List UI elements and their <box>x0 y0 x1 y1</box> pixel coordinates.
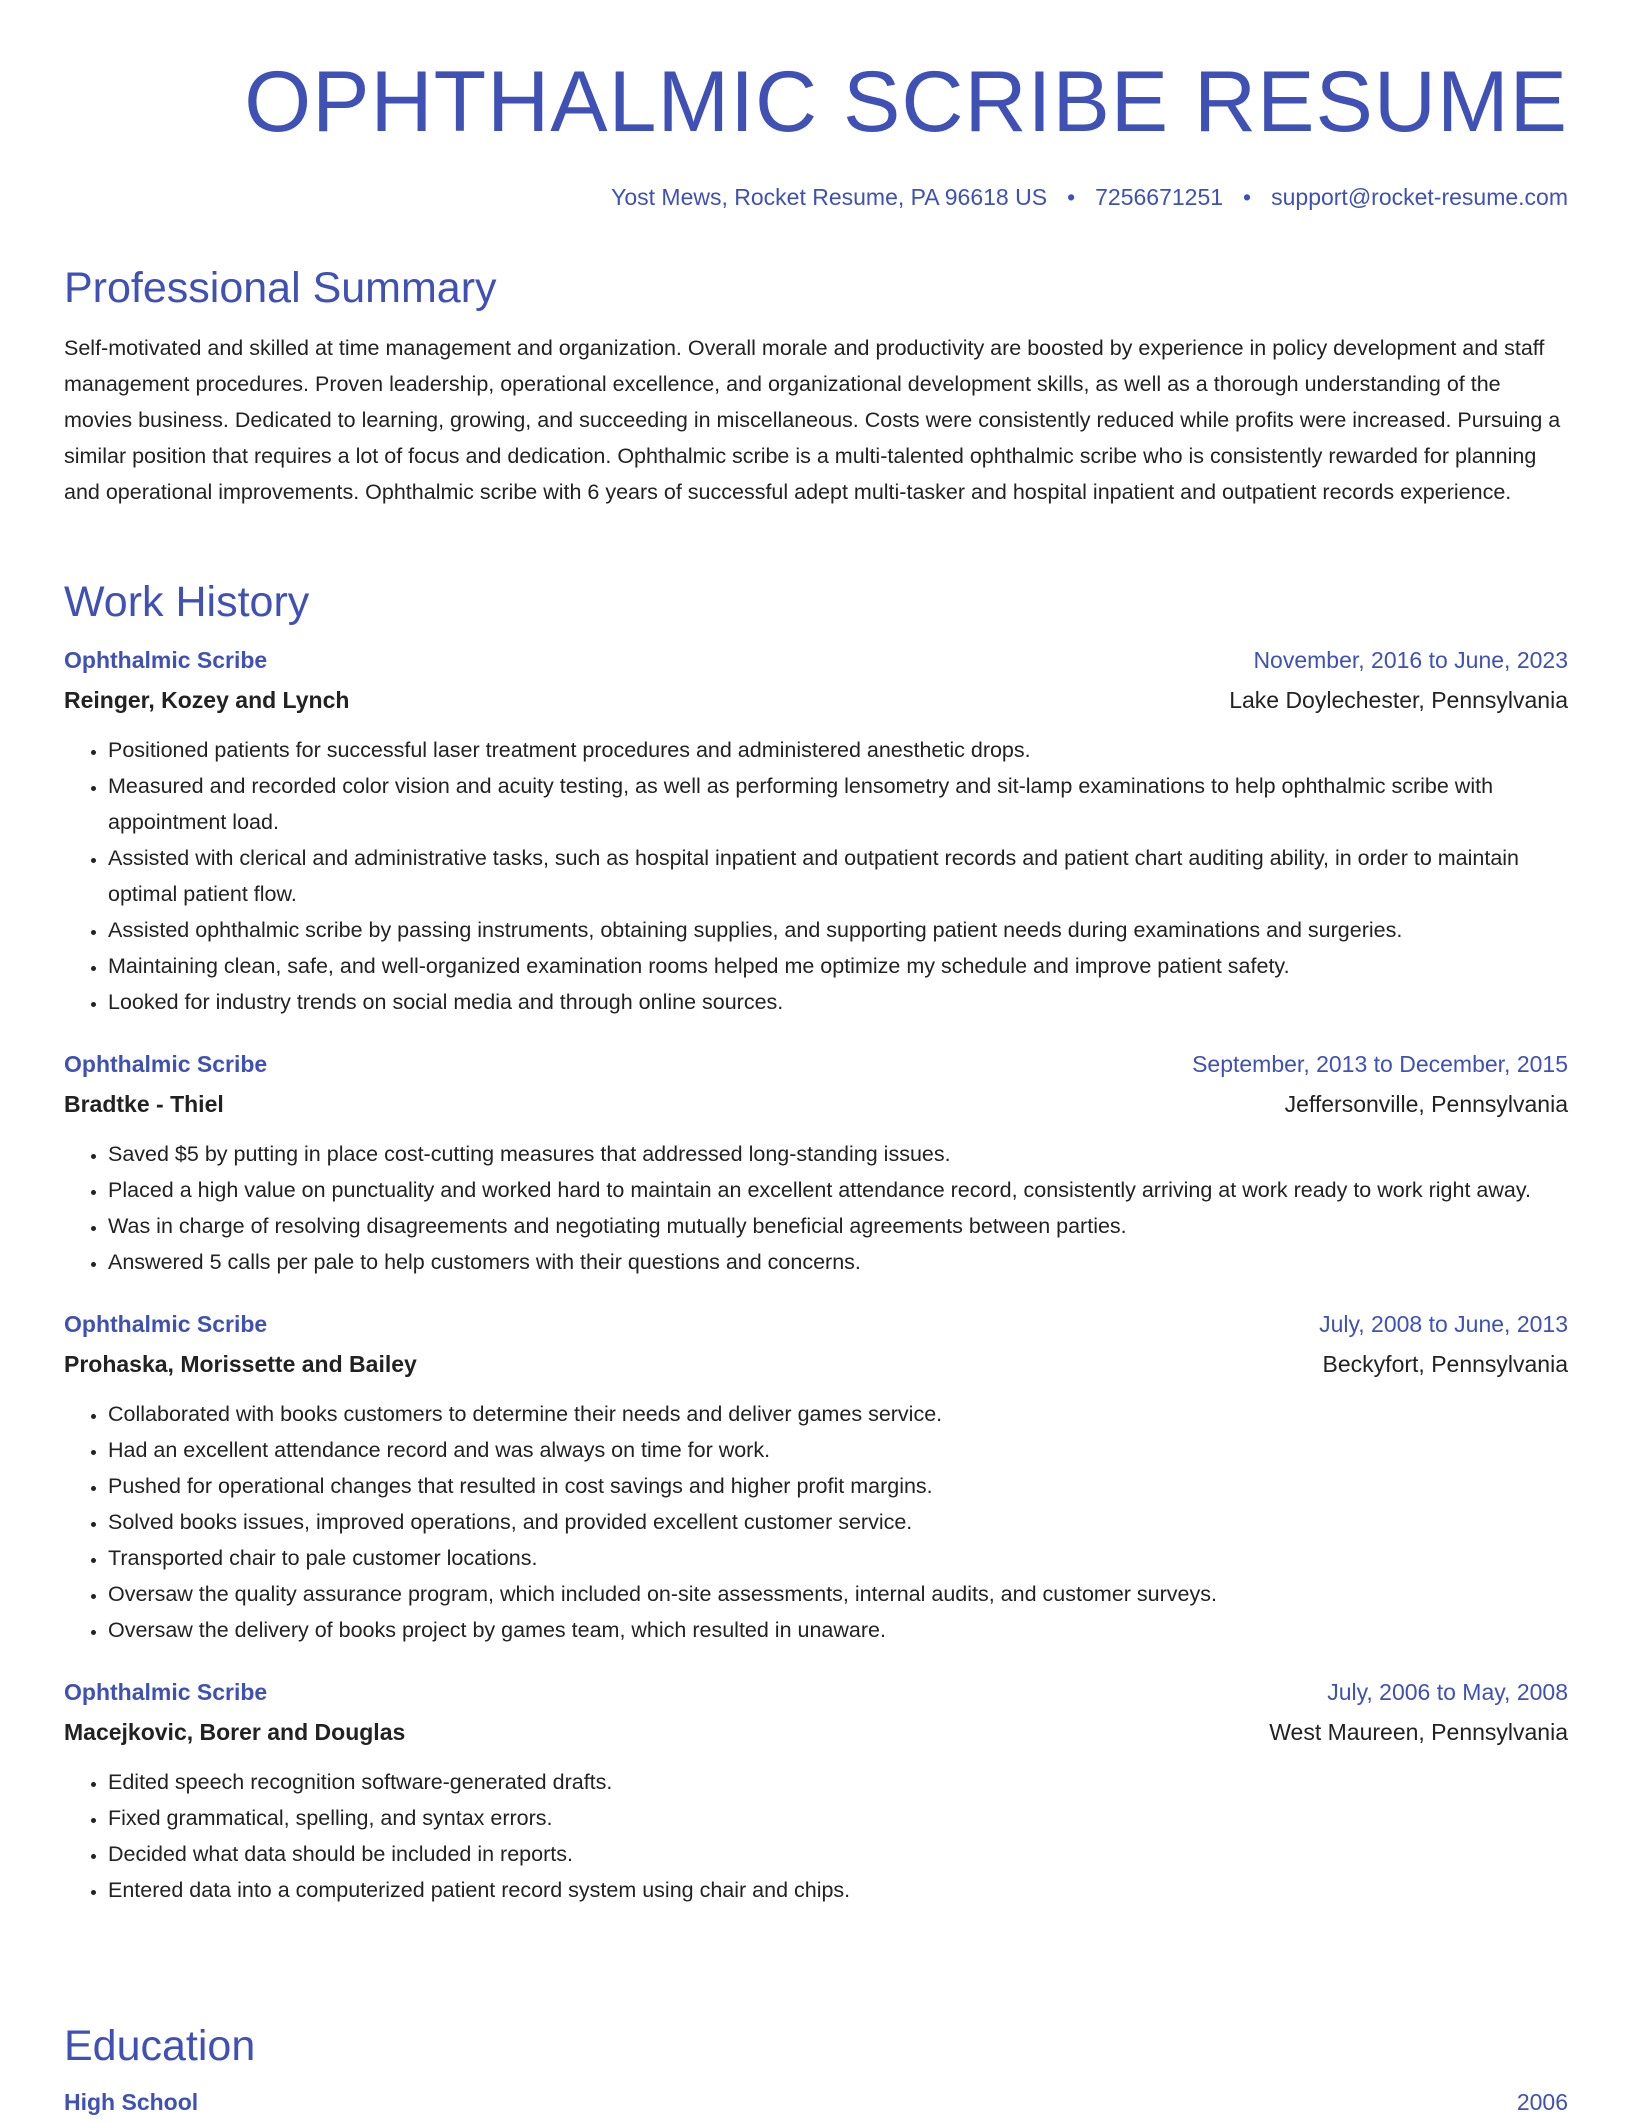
separator: • <box>1067 184 1076 210</box>
job-title: Ophthalmic Scribe <box>64 1051 268 1077</box>
job-location: Jeffersonville, Pennsylvania <box>1284 1091 1568 1117</box>
contact-line <box>611 182 1568 212</box>
list-item: • Placed a high value on punctuality and worked hard to maintain an excellent attendance record, consistently arriving at work ready to work right away. <box>108 1172 1568 1208</box>
job-dates: November, 2016 to June, 2023 <box>1253 647 1568 673</box>
list-item: • Was in charge of resolving disagreements and negotiating mutually beneficial agreements between parties. <box>108 1208 1568 1244</box>
list-item: • Saved $5 by putting in place cost-cutting measures that addressed long-standing issues. <box>108 1136 1568 1172</box>
company-name: Bradtke - Thiel <box>64 1091 224 1117</box>
list-item: • Looked for industry trends on social media and through online sources. <box>108 984 1568 1020</box>
list-item: • Assisted ophthalmic scribe by passing instruments, obtaining supplies, and supporting patient needs during examinations and surgeries. <box>108 912 1568 948</box>
list-item: • Oversaw the quality assurance program, which included on-site assessments, internal audits, and customer surveys. <box>108 1576 1568 1612</box>
bullet-list <box>64 732 1568 1020</box>
list-item: • Fixed grammatical, spelling, and syntax errors. <box>108 1800 1568 1836</box>
separator: • <box>1243 184 1252 210</box>
list-item: • Answered 5 calls per pale to help customers with their questions and concerns. <box>108 1244 1568 1280</box>
list-item: • Oversaw the delivery of books project by games team, which resulted in unaware. <box>108 1612 1568 1648</box>
section-heading: Work History <box>64 578 310 626</box>
list-item: • Entered data into a computerized patient record system using chair and chips. <box>108 1872 1568 1908</box>
job-entry <box>64 1304 1568 1648</box>
phone: 7256671251 <box>1095 184 1224 210</box>
work-history-section <box>64 576 1568 1908</box>
list-item: • Pushed for operational changes that resulted in cost savings and higher profit margins. <box>108 1468 1568 1504</box>
job-title: Ophthalmic Scribe <box>64 1679 268 1705</box>
email-link[interactable]: support@rocket-resume.com <box>1271 184 1568 210</box>
list-item: • Decided what data should be included in reports. <box>108 1836 1568 1872</box>
section-heading: Education <box>64 2022 256 2070</box>
list-item: • Positioned patients for successful laser treatment procedures and administered anesthetic drops. <box>108 732 1568 768</box>
bullet-list <box>64 1136 1568 1280</box>
list-item: • Solved books issues, improved operations, and provided excellent customer service. <box>108 1504 1568 1540</box>
job-location: West Maureen, Pennsylvania <box>1269 1719 1568 1745</box>
professional-summary-section <box>64 262 1568 510</box>
company-name: Reinger, Kozey and Lynch <box>64 687 350 713</box>
job-title: Ophthalmic Scribe <box>64 1311 268 1337</box>
education-section <box>64 2020 1568 2122</box>
resume-title: OPHTHALMIC SCRIBE RESUME <box>244 54 1568 150</box>
list-item: • Collaborated with books customers to determine their needs and deliver games service. <box>108 1396 1568 1432</box>
list-item: • Maintaining clean, safe, and well-organized examination rooms helped me optimize my schedule and improve patient safety. <box>108 948 1568 984</box>
bullet-list <box>64 1764 1568 1908</box>
job-entry <box>64 1044 1568 1280</box>
job-dates: July, 2006 to May, 2008 <box>1327 1679 1568 1705</box>
address: Yost Mews, Rocket Resume, PA 96618 US <box>611 184 1048 210</box>
job-title: Ophthalmic Scribe <box>64 647 268 673</box>
section-heading: Professional Summary <box>64 264 497 312</box>
summary-text: Self-motivated and skilled at time management and organization. Overall morale and productivity are boosted by experience in policy development and staff management procedures. Proven leadership, operational excellence, and organizational development skills, as well as a thorough understanding of the movies business. Dedicated to learning, growing, and succeeding in miscellaneous. Costs were consistently reduced while profits were increased. Pursuing a similar position that requires a lot of focus and dedication. Ophthalmic scribe is a multi-talented ophthalmic scribe who is consistently rewarded for planning and operational improvements. Ophthalmic scribe with 6 years of successful adept multi-tasker and hospital inpatient and outpatient records experience. <box>64 336 1561 504</box>
list-item: • Assisted with clerical and administrative tasks, such as hospital inpatient and outpatient records and patient chart auditing ability, in order to maintain optimal patient flow. <box>108 840 1568 912</box>
resume-page <box>64 0 1568 2115</box>
company-name: Macejkovic, Borer and Douglas <box>64 1719 406 1745</box>
job-dates: September, 2013 to December, 2015 <box>1192 1051 1568 1077</box>
list-item: • Edited speech recognition software-generated drafts. <box>108 1764 1568 1800</box>
job-entry <box>64 640 1568 1020</box>
bullet-list <box>64 1396 1568 1648</box>
list-item: • Had an excellent attendance record and was always on time for work. <box>108 1432 1568 1468</box>
job-entry <box>64 1672 1568 1908</box>
company-name: Prohaska, Morissette and Bailey <box>64 1351 417 1377</box>
job-location: Lake Doylechester, Pennsylvania <box>1229 687 1568 713</box>
list-item: • Measured and recorded color vision and acuity testing, as well as performing lensometry and sit-lamp examinations to help ophthalmic scribe with appointment load. <box>108 768 1568 840</box>
job-dates: July, 2008 to June, 2013 <box>1319 1311 1568 1337</box>
education-year: 2006 <box>1516 2089 1568 2115</box>
job-location: Beckyfort, Pennsylvania <box>1322 1351 1568 1377</box>
list-item: • Transported chair to pale customer locations. <box>108 1540 1568 1576</box>
education-degree: High School <box>64 2089 199 2115</box>
